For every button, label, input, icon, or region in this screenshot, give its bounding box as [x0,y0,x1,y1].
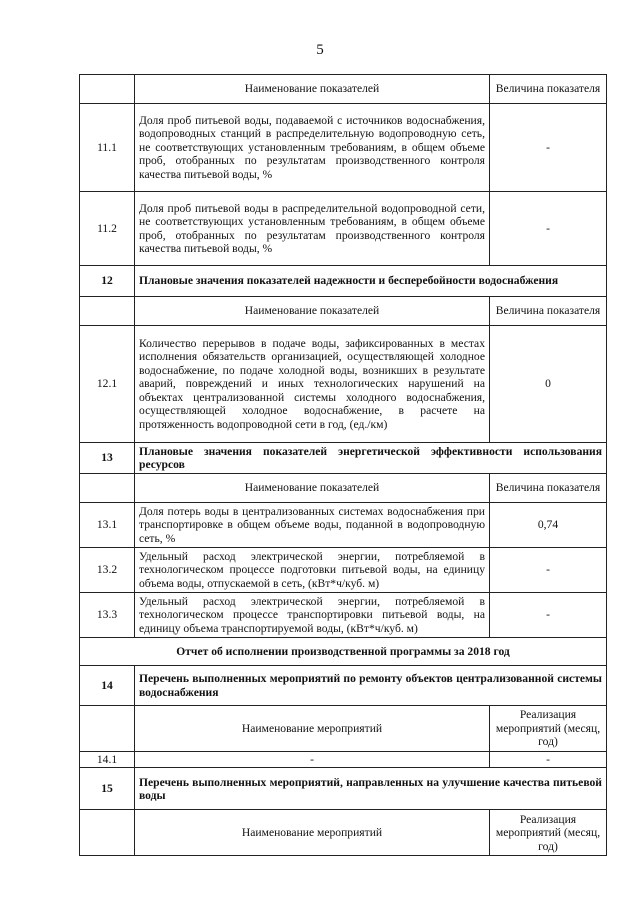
row-number: 13.3 [80,593,135,638]
header-name-cell: Наименование показателей [135,297,490,326]
row-text: Доля потерь воды в централизованных системах водоснабжения при транспортировке в общем объеме воды, поданной в водопроводную сеть, % [135,503,490,548]
table-row [80,104,607,192]
table-row [80,548,607,593]
row-number: 14.1 [80,752,135,768]
header-num-cell [80,75,135,104]
row-number: 11.1 [80,104,135,192]
section-row [80,266,607,297]
row-value: - [490,548,607,593]
row-value: - [490,752,607,768]
table-header-row [80,75,607,104]
section-row [80,768,607,810]
section-row [80,666,607,706]
row-text: Удельный расход электрической энергии, потребляемой в технологическом процессе подготовки питьевой воды, на единицу объема воды, отпускаемой в сеть, (кВт*ч/куб. м) [135,548,490,593]
table-row [80,752,607,768]
header-value-cell: Величина показателя [490,297,607,326]
table-row [80,593,607,638]
report-title: Отчет об исполнении производственной программы за 2018 год [80,638,607,666]
header-name-cell: Наименование показателей [135,474,490,503]
section-number: 13 [80,443,135,474]
report-title-row [80,638,607,666]
section-number: 14 [80,666,135,706]
row-text: Доля проб питьевой воды в распределительной водопроводной сети, не соответствующих установленным требованиям, в общем объеме проб, отобранных по результатам производственного контроля качества питьевой воды, % [135,192,490,266]
row-value: - [490,192,607,266]
header-name-cell: Наименование показателей [135,75,490,104]
row-value: 0,74 [490,503,607,548]
page-number: 5 [316,42,324,58]
section-title: Перечень выполненных мероприятий по ремонту объектов централизованной системы водоснабжения [135,666,607,706]
header-name-cell: Наименование мероприятий [135,706,490,752]
table-header-row [80,706,607,752]
header-value-cell: Величина показателя [490,474,607,503]
section-title: Плановые значения показателей энергетической эффективности использования ресурсов [135,443,607,474]
header-value-cell: Реализация мероприятий (месяц, год) [490,706,607,752]
header-num-cell [80,810,135,856]
header-num-cell [80,706,135,752]
row-text: - [135,752,490,768]
table-row [80,326,607,443]
section-number: 12 [80,266,135,297]
table-row [80,503,607,548]
table-header-row [80,474,607,503]
section-title: Плановые значения показателей надежности и бесперебойности водоснабжения [135,266,607,297]
row-value: - [490,104,607,192]
section-number: 15 [80,768,135,810]
row-value: - [490,593,607,638]
row-text: Удельный расход электрической энергии, потребляемой в технологическом процессе транспортировки питьевой воды, на единицу объема транспортируемой воды, (кВт*ч/куб. м) [135,593,490,638]
header-num-cell [80,297,135,326]
header-num-cell [80,474,135,503]
row-number: 12.1 [80,326,135,443]
table-header-row [80,297,607,326]
indicators-table [79,74,607,856]
header-value-cell: Реализация мероприятий (месяц, год) [490,810,607,856]
row-text: Доля проб питьевой воды, подаваемой с источников водоснабжения, водопроводных станций в распределительную водопроводную сеть, не соответствующих установленным требованиям, в общем объеме проб, отобранных по результатам производственного контроля качества питьевой воды, % [135,104,490,192]
table-row [80,192,607,266]
header-name-cell: Наименование мероприятий [135,810,490,856]
table-header-row [80,810,607,856]
row-text: Количество перерывов в подаче воды, зафиксированных в местах исполнения обязательств организацией, осуществляющей холодное водоснабжение, по подаче холодной воды, возникших в результате аварий, повреждений и иных технологических нарушений на объектах централизованной системы холодного водоснабжения, осуществляющей холодное водоснабжение, в расчете на протяженность водопроводной сети в год, (ед./км) [135,326,490,443]
section-row [80,443,607,474]
section-title: Перечень выполненных мероприятий, направленных на улучшение качества питьевой воды [135,768,607,810]
row-number: 11.2 [80,192,135,266]
row-number: 13.1 [80,503,135,548]
header-value-cell: Величина показателя [490,75,607,104]
row-value: 0 [490,326,607,443]
row-number: 13.2 [80,548,135,593]
